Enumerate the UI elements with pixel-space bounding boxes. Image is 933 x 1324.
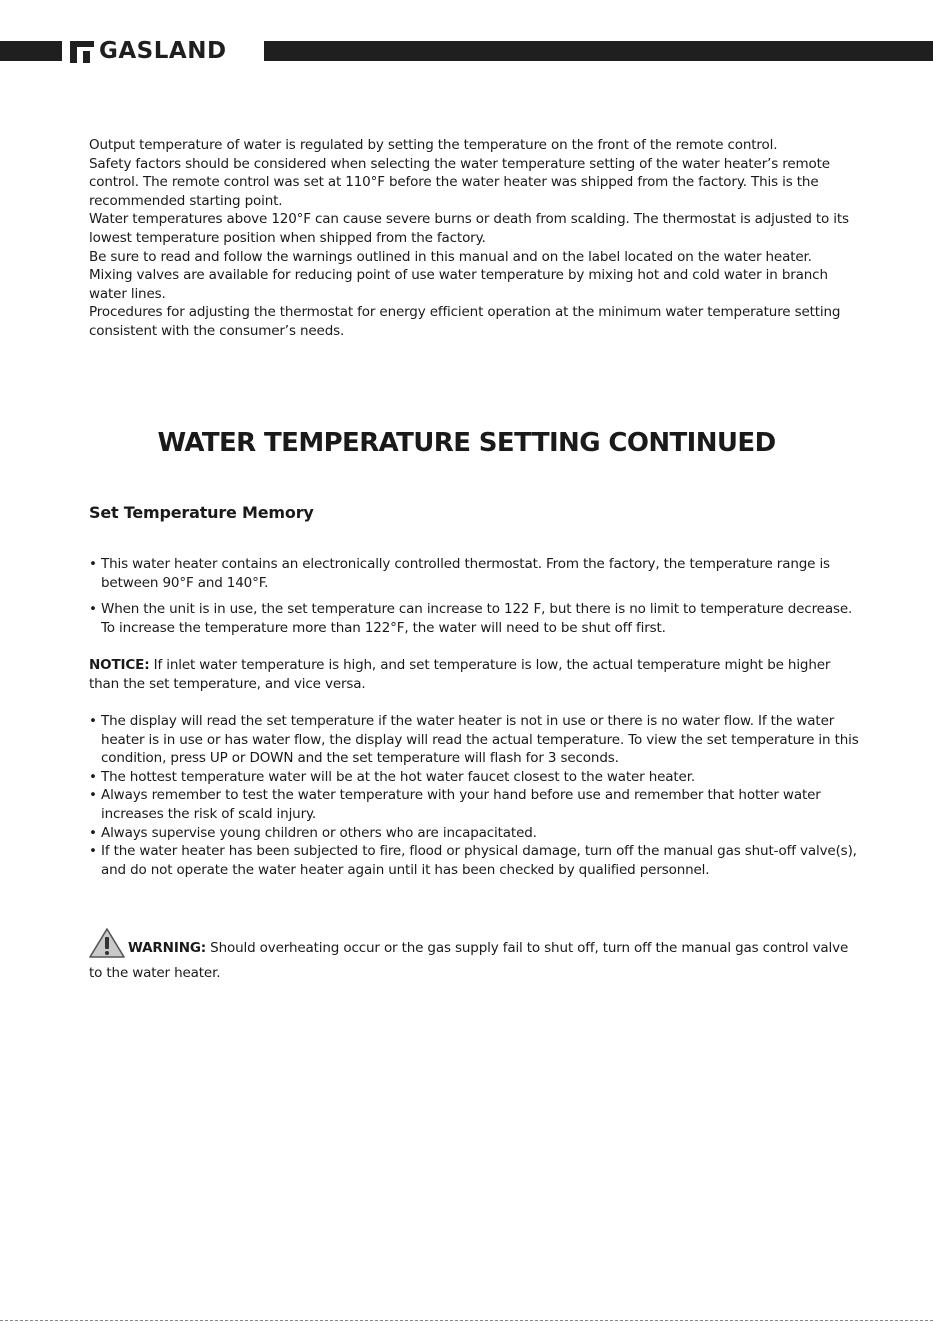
notice-text: If inlet water temperature is high, and set temperature is low, the actual temperature might be higher than the set temperature, and vice versa.	[89, 657, 831, 692]
page-header	[0, 38, 933, 64]
bullet-glyph: •	[89, 843, 97, 860]
intro-paragraph: Output temperature of water is regulated by setting the temperature on the front of the remote control.	[89, 137, 778, 153]
notice-label: NOTICE:	[89, 657, 150, 673]
bullet-text: Always supervise young children or others who are incapacitated.	[101, 824, 537, 841]
header-bar-right	[264, 41, 933, 61]
warning-paragraph	[89, 928, 859, 982]
bullet-list	[89, 712, 859, 879]
intro-paragraph: Safety factors should be considered when selecting the water temperature setting of the water heater’s remote control. The remote control was set at 110°F before the water heater was shipped from the factory. This is the recommended starting point.	[89, 155, 830, 209]
warning-text: Should overheating occur or the gas supply fail to shut off, turn off the manual gas control valve to the water heater.	[89, 940, 849, 981]
list-item	[89, 824, 859, 843]
header-bar-left	[0, 41, 62, 61]
bullet-glyph: •	[89, 713, 97, 729]
list-item	[89, 842, 859, 879]
bullet-text: The display will read the set temperature if the water heater is not in use or there is no water flow. If the water heater is in use or has water flow, the display will read the actual temperature. To view the set temperature in this condition, press UP or DOWN and the set temperature will flash for 3 seconds.	[101, 713, 859, 767]
intro-paragraph: Water temperatures above 120°F can cause severe burns or death from scalding. The thermostat is adjusted to its lowest temperature position when shipped from the factory.	[89, 211, 849, 246]
bullet-glyph: •	[89, 601, 97, 617]
intro-paragraph: Procedures for adjusting the thermostat for energy efficient operation at the minimum water temperature setting consistent with the consumer’s needs.	[89, 304, 841, 339]
section-subhead: Set Temperature Memory	[89, 503, 314, 522]
list-item	[89, 768, 859, 787]
section-title: WATER TEMPERATURE SETTING CONTINUED	[157, 428, 776, 458]
notice-paragraph	[89, 656, 859, 693]
bullet-text: When the unit is in use, the set temperature can increase to 122 F, but there is no limit to temperature decrease. To increase the temperature more than 122°F, the water will need to be shut off first.	[101, 601, 853, 636]
brand-mark-icon	[70, 39, 94, 63]
bullet-glyph: •	[89, 824, 97, 841]
intro-paragraph: Be sure to read and follow the warnings outlined in this manual and on the label located on the water heater.	[89, 248, 812, 265]
list-item	[89, 712, 859, 768]
intro-paragraph: Mixing valves are available for reducing point of use water temperature by mixing hot and cold water in branch water lines.	[89, 267, 828, 302]
bullet-glyph: •	[89, 556, 97, 572]
footer-divider	[0, 1320, 933, 1321]
intro-paragraphs	[89, 136, 859, 341]
bullet-text: Always remember to test the water temperature with your hand before use and remember that hotter water increases the risk of scald injury.	[101, 787, 821, 822]
brand-logo	[70, 38, 227, 64]
warning-label: WARNING:	[128, 940, 207, 956]
bullet-text: This water heater contains an electronically controlled thermostat. From the factory, the temperature range is between 90°F and 140°F.	[101, 556, 830, 591]
bullet-glyph: •	[89, 787, 97, 804]
warning-triangle-icon	[89, 928, 125, 964]
brand-name: GASLAND	[99, 38, 227, 64]
bullet-glyph: •	[89, 768, 97, 785]
bullet-in-use	[89, 600, 859, 637]
bullet-thermostat	[89, 555, 859, 592]
bullet-text: If the water heater has been subjected to fire, flood or physical damage, turn off the manual gas shut-off valve(s), and do not operate the water heater again until it has been checked by qualified personnel.	[101, 843, 857, 878]
list-item	[89, 786, 859, 823]
bullet-text: The hottest temperature water will be at the hot water faucet closest to the water heater.	[101, 768, 696, 785]
